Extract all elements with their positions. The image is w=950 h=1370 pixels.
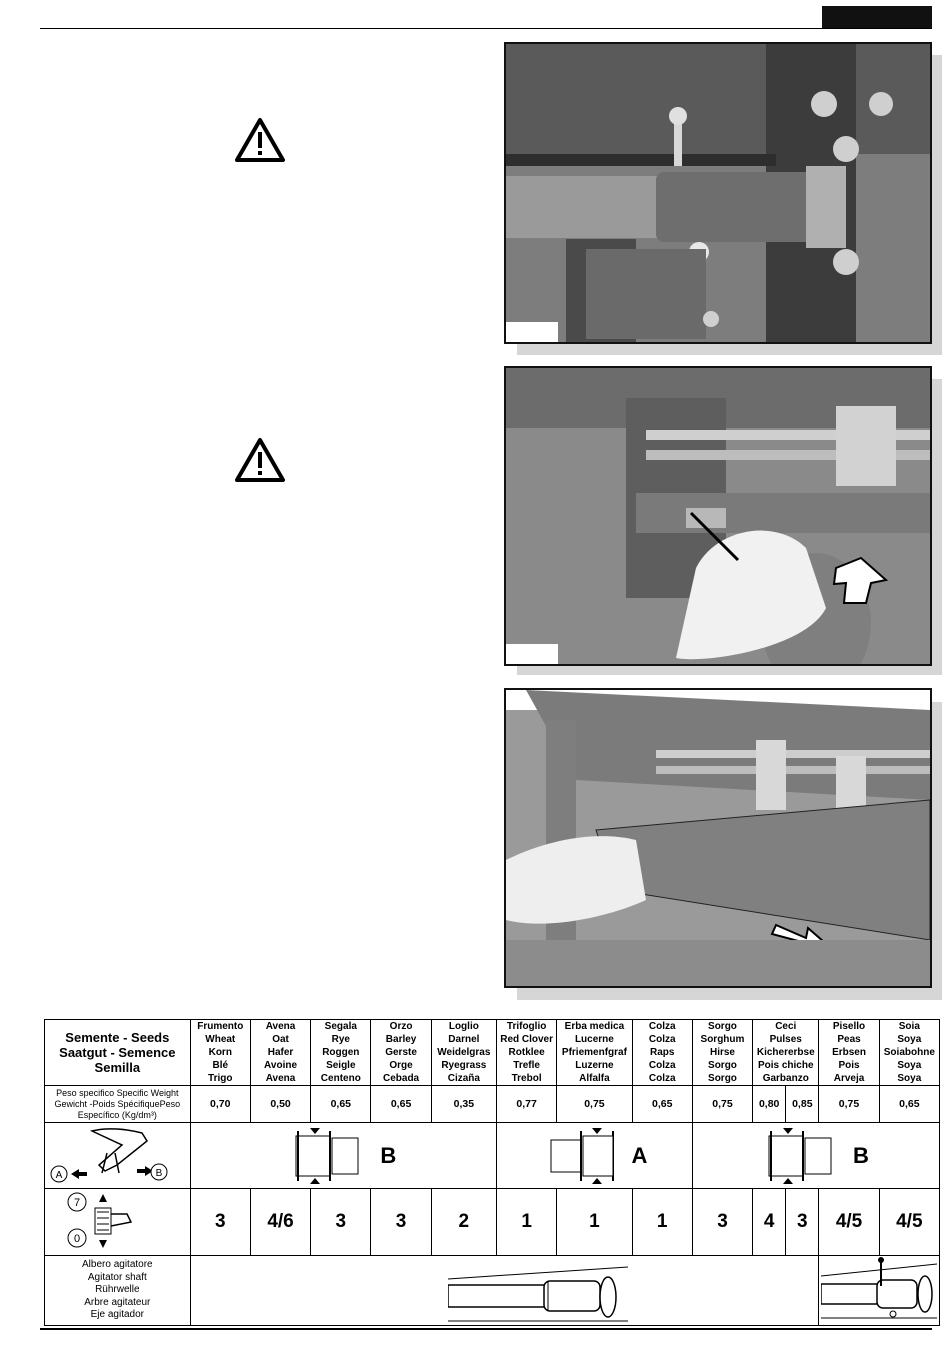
- seed-name-line: Rotklee: [508, 1047, 545, 1058]
- selector-diagram: [763, 1126, 843, 1186]
- seed-name-cell: [431, 1020, 496, 1086]
- seed-name-line: Avena: [265, 1021, 296, 1032]
- agitator-label-line: Albero agitatore: [82, 1259, 153, 1271]
- seed-weight-cell: [879, 1086, 939, 1123]
- table-title-line: Semilla: [94, 1060, 141, 1075]
- seed-settings-table: [44, 1019, 940, 1326]
- warning-icon: [234, 117, 286, 163]
- seed-name-line: Korn: [208, 1047, 232, 1058]
- photo-tray-removal: [504, 688, 932, 988]
- seed-name-cell: [190, 1020, 250, 1086]
- seed-name-line: Soya: [897, 1073, 922, 1084]
- seed-weight-cell: [250, 1086, 310, 1123]
- seed-setting-value: 3: [214, 1211, 226, 1232]
- seed-setting-value: 4/5: [896, 1211, 923, 1232]
- agitator-shaft-pin-cell: [819, 1256, 940, 1326]
- seed-setting-value: 1: [521, 1211, 532, 1232]
- seed-weight-cell: [496, 1086, 556, 1123]
- seed-name-line: Trefle: [513, 1060, 540, 1071]
- seed-setting-value: 1: [589, 1211, 600, 1232]
- seed-weight-value: 0,65: [899, 1098, 920, 1110]
- seed-weight-value: 0,65: [651, 1098, 673, 1110]
- seed-weight-value: 0,70: [210, 1098, 231, 1110]
- seed-name-line: Colza: [648, 1021, 676, 1032]
- seed-name-line: Erbsen: [832, 1047, 866, 1058]
- table-title-line: Saatgut - Semence: [59, 1045, 176, 1060]
- header-tab-block: [822, 6, 932, 28]
- seed-weight-value: 0,65: [330, 1098, 352, 1110]
- seed-name-line: Colza: [648, 1073, 676, 1084]
- seed-name-line: Hafer: [267, 1047, 294, 1058]
- seed-weight-value: 0,80: [758, 1098, 780, 1110]
- seed-name-line: Trifoglio: [506, 1021, 547, 1032]
- seed-name-line: Barley: [385, 1034, 417, 1045]
- seed-name-line: Alfalfa: [579, 1073, 610, 1084]
- seed-name-line: Weidelgras: [437, 1047, 491, 1058]
- seed-name-line: Cizaña: [447, 1073, 480, 1084]
- seed-setting-cell: [557, 1189, 632, 1256]
- seed-weight-cell: [431, 1086, 496, 1123]
- seed-name-line: Centeno: [320, 1073, 361, 1084]
- seed-weight-value: 0,85: [785, 1086, 818, 1122]
- seed-name-line: Red Clover: [500, 1034, 554, 1045]
- seed-name-cell: [311, 1020, 371, 1086]
- seed-name-line: Seigle: [326, 1060, 356, 1071]
- seed-setting-cell: [819, 1189, 879, 1256]
- photo-spring-release: [504, 366, 932, 666]
- seed-name-line: Ryegrass: [441, 1060, 487, 1071]
- seed-name-line: Roggen: [322, 1047, 360, 1058]
- seed-name-line: Arveja: [833, 1073, 865, 1084]
- agitator-label-line: Agitator shaft: [87, 1271, 147, 1283]
- weight-label-line: Peso specifico Specific Weight: [56, 1087, 179, 1098]
- weight-label-line: Gewicht -Poids SpécifiquePeso: [54, 1098, 181, 1109]
- seed-name-line: Lucerne: [574, 1034, 614, 1045]
- header-rule: [40, 28, 932, 29]
- scale-diagram-cell: [45, 1189, 191, 1256]
- seed-name-cell: [819, 1020, 879, 1086]
- seed-weight-cell: [753, 1086, 819, 1123]
- scale-label-top: 7: [74, 1196, 81, 1209]
- seed-setting-cell: [250, 1189, 310, 1256]
- scale-diagram: [47, 1190, 187, 1250]
- seed-weight-cell: [632, 1086, 692, 1123]
- agitator-label-line: Rührwelle: [95, 1284, 140, 1296]
- seed-name-line: Pisello: [832, 1021, 866, 1032]
- seed-name-line: Soya: [897, 1060, 922, 1071]
- seed-weight-cell: [311, 1086, 371, 1123]
- seed-setting-value: 3: [717, 1211, 728, 1232]
- seed-name-line: Soiabohne: [883, 1047, 935, 1058]
- seed-weight-cell: [190, 1086, 250, 1123]
- seed-name-line: Pois chiche: [757, 1060, 814, 1071]
- photo-agitator-pin: [504, 42, 932, 344]
- seed-name-line: Trigo: [208, 1073, 233, 1084]
- seed-name-line: Sorgo: [708, 1021, 737, 1032]
- seed-name-line: Sorgo: [708, 1073, 737, 1084]
- seed-name-line: Pfriemenfgraf: [561, 1047, 627, 1058]
- seed-setting-cell: [431, 1189, 496, 1256]
- seed-weight-cell: [371, 1086, 431, 1123]
- seed-name-line: Colza: [648, 1034, 676, 1045]
- seed-name-line: Peas: [837, 1034, 861, 1045]
- lever-diagram-cell: [45, 1123, 191, 1189]
- seed-name-cell: [879, 1020, 939, 1086]
- seed-name-line: Soya: [897, 1034, 922, 1045]
- seed-name-line: Wheat: [205, 1034, 236, 1045]
- weight-label-line: Específico (Kg/dm³): [77, 1109, 157, 1120]
- lever-label-a: A: [55, 1170, 63, 1181]
- seed-setting-cell: [753, 1189, 819, 1256]
- scale-label-bottom: 0: [74, 1232, 81, 1245]
- weight-label-cell: [45, 1086, 191, 1123]
- seed-weight-value: 0,75: [584, 1098, 605, 1110]
- seed-setting-cell: [632, 1189, 692, 1256]
- selector-diagram: [290, 1126, 370, 1186]
- seed-name-cell: [632, 1020, 692, 1086]
- seed-setting-cell: [879, 1189, 939, 1256]
- seed-name-line: Sorgo: [708, 1060, 737, 1071]
- seed-weight-cell: [692, 1086, 752, 1123]
- footer-rule: [40, 1328, 932, 1330]
- seed-setting-value: 4/6: [267, 1211, 294, 1232]
- seed-name-line: Avena: [265, 1073, 296, 1084]
- seed-name-line: Pulses: [769, 1034, 802, 1045]
- table-title-cell: [45, 1020, 191, 1086]
- seed-setting-value: 2: [458, 1211, 470, 1232]
- seed-weight-cell: [557, 1086, 632, 1123]
- seed-name-line: Trebol: [511, 1073, 542, 1084]
- seed-name-line: Oat: [272, 1034, 289, 1045]
- seed-name-cell: [496, 1020, 556, 1086]
- selector-letter: A: [631, 1142, 648, 1168]
- agitator-shaft-drawing: [448, 1259, 628, 1323]
- seed-name-line: Loglio: [448, 1021, 479, 1032]
- seed-weight-value: 0,75: [712, 1098, 733, 1110]
- seed-weight-value: 0,75: [838, 1098, 860, 1110]
- agitator-shaft-pin-drawing: [821, 1256, 937, 1320]
- agitator-label-line: Eje agitador: [90, 1309, 144, 1321]
- selector-letter: B: [852, 1142, 869, 1168]
- seed-name-line: Frumento: [197, 1021, 244, 1032]
- seed-name-cell: [692, 1020, 752, 1086]
- seed-name-line: Darnel: [448, 1034, 480, 1045]
- seed-name-line: Pois: [838, 1060, 860, 1071]
- seed-name-line: Garbanzo: [762, 1073, 809, 1084]
- seed-setting-cell: [311, 1189, 371, 1256]
- seed-name-line: Cebada: [383, 1073, 420, 1084]
- seed-setting-value: 4/5: [835, 1211, 863, 1232]
- seed-setting-value: 3: [785, 1189, 818, 1255]
- selector-letter: B: [380, 1142, 397, 1168]
- agitator-label-line: Arbre agitateur: [84, 1296, 151, 1308]
- seed-weight-value: 0,50: [270, 1098, 291, 1110]
- seed-name-line: Luzerne: [575, 1060, 614, 1071]
- seed-name-line: Ceci: [775, 1021, 797, 1032]
- seed-name-line: Rye: [331, 1034, 350, 1045]
- selector-cell: [692, 1123, 939, 1189]
- seed-name-line: Orzo: [389, 1021, 413, 1032]
- warning-icon: [234, 437, 286, 483]
- agitator-label-cell: [45, 1256, 191, 1326]
- seed-setting-value: 4: [763, 1211, 775, 1232]
- agitator-shaft-cell: [190, 1256, 819, 1326]
- seed-weight-value: 0,77: [516, 1098, 537, 1110]
- lever-label-b: B: [155, 1168, 163, 1179]
- lever-diagram: [47, 1123, 187, 1183]
- seed-name-line: Orge: [389, 1060, 413, 1071]
- seed-name-cell: [250, 1020, 310, 1086]
- seed-name-cell: [557, 1020, 632, 1086]
- table-title-line: Semente - Seeds: [65, 1030, 170, 1045]
- seed-setting-value: 3: [335, 1211, 347, 1232]
- selector-cell: [190, 1123, 496, 1189]
- seed-setting-cell: [190, 1189, 250, 1256]
- seed-weight-value: 0,35: [453, 1098, 475, 1110]
- seed-weight-value: 0,65: [390, 1098, 412, 1110]
- seed-name-line: Kichererbse: [756, 1047, 815, 1058]
- seed-name-line: Raps: [649, 1047, 675, 1058]
- seed-weight-cell: [819, 1086, 879, 1123]
- selector-diagram: [541, 1126, 621, 1186]
- seed-name-line: Soia: [898, 1021, 920, 1032]
- seed-name-line: Erba medica: [564, 1021, 625, 1032]
- seed-name-line: Colza: [648, 1060, 676, 1071]
- seed-setting-cell: [692, 1189, 752, 1256]
- seed-setting-cell: [371, 1189, 431, 1256]
- seed-name-line: Blé: [212, 1060, 229, 1071]
- seed-name-cell: [753, 1020, 819, 1086]
- seed-name-line: Hirse: [709, 1047, 735, 1058]
- seed-name-line: Gerste: [385, 1047, 417, 1058]
- selector-cell: [496, 1123, 692, 1189]
- seed-name-line: Segala: [324, 1021, 357, 1032]
- seed-setting-cell: [496, 1189, 556, 1256]
- seed-setting-value: 3: [395, 1211, 407, 1232]
- seed-name-line: Sorghum: [700, 1034, 745, 1045]
- seed-name-line: Avoine: [264, 1060, 298, 1071]
- seed-name-cell: [371, 1020, 431, 1086]
- seed-setting-value: 1: [656, 1211, 668, 1232]
